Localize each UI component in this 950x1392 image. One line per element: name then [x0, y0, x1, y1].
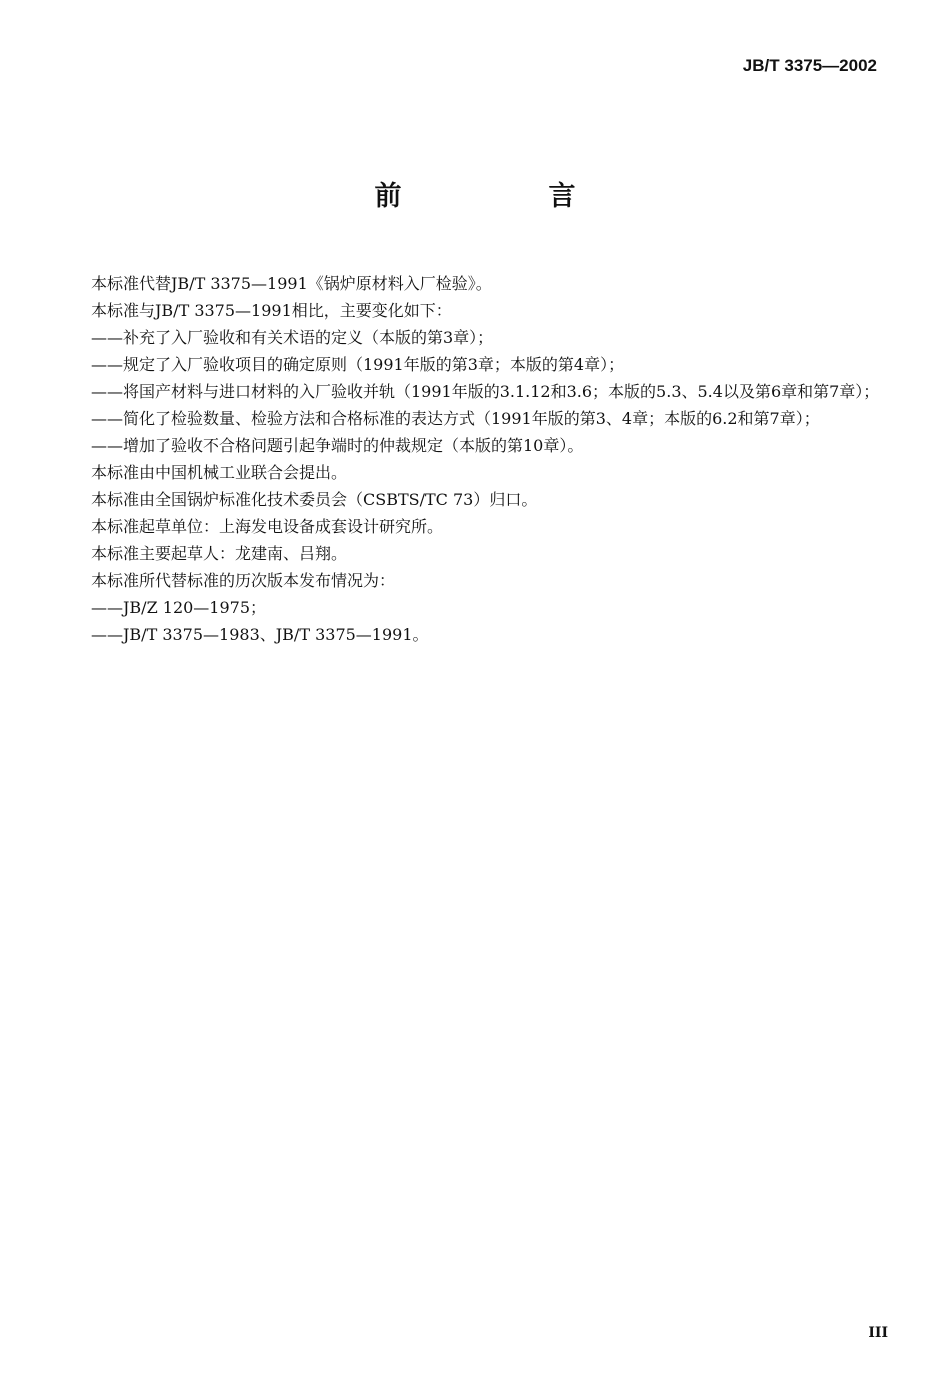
list-item-edition-2: ——JB/T 3375—1983、JB/T 3375—1991。: [91, 625, 429, 644]
page-number: III: [868, 1325, 888, 1341]
list-item-edition-1: ——JB/Z 120—1975；: [91, 598, 267, 617]
paragraph-drafting-unit: 本标准起草单位：上海发电设备成套设计研究所。: [91, 517, 444, 536]
paragraph-centralized-by: 本标准由全国锅炉标准化技术委员会（CSBTS/TC 73）归口。: [91, 490, 538, 509]
paragraph-main-changes: 本标准与JB/T 3375—1991相比，主要变化如下：: [91, 301, 452, 320]
list-item-change-3: ——将国产材料与进口材料的入厂验收并轨（1991年版的3.1.12和3.6；本版的5.3、5.4以及第6章和第7章）；: [91, 382, 880, 401]
standard-code: JB/T 3375—2002: [742, 56, 877, 75]
list-item-change-4: ——简化了检验数量、检验方法和合格标准的表达方式（1991年版的第3、4章；本版的6.2和第7章）；: [91, 409, 820, 428]
paragraph-replaces: 本标准代替JB/T 3375—1991《锅炉原材料入厂检验》。: [91, 274, 492, 293]
page-title: 前 言: [374, 181, 636, 212]
list-item-change-2: ——规定了入厂验收项目的确定原则（1991年版的第3章；本版的第4章）；: [91, 355, 625, 374]
paragraph-drafters: 本标准主要起草人：龙建南、吕翔。: [91, 544, 348, 563]
list-item-change-5: ——增加了验收不合格问题引起争端时的仲裁规定（本版的第10章）。: [91, 436, 584, 455]
foreword-body: [58, 270, 888, 648]
list-item-change-1: ——补充了入厂验收和有关术语的定义（本版的第3章）；: [91, 328, 494, 347]
paragraph-proposed-by: 本标准由中国机械工业联合会提出。: [91, 463, 348, 482]
paragraph-previous-editions: 本标准所代替标准的历次版本发布情况为：: [91, 571, 396, 590]
